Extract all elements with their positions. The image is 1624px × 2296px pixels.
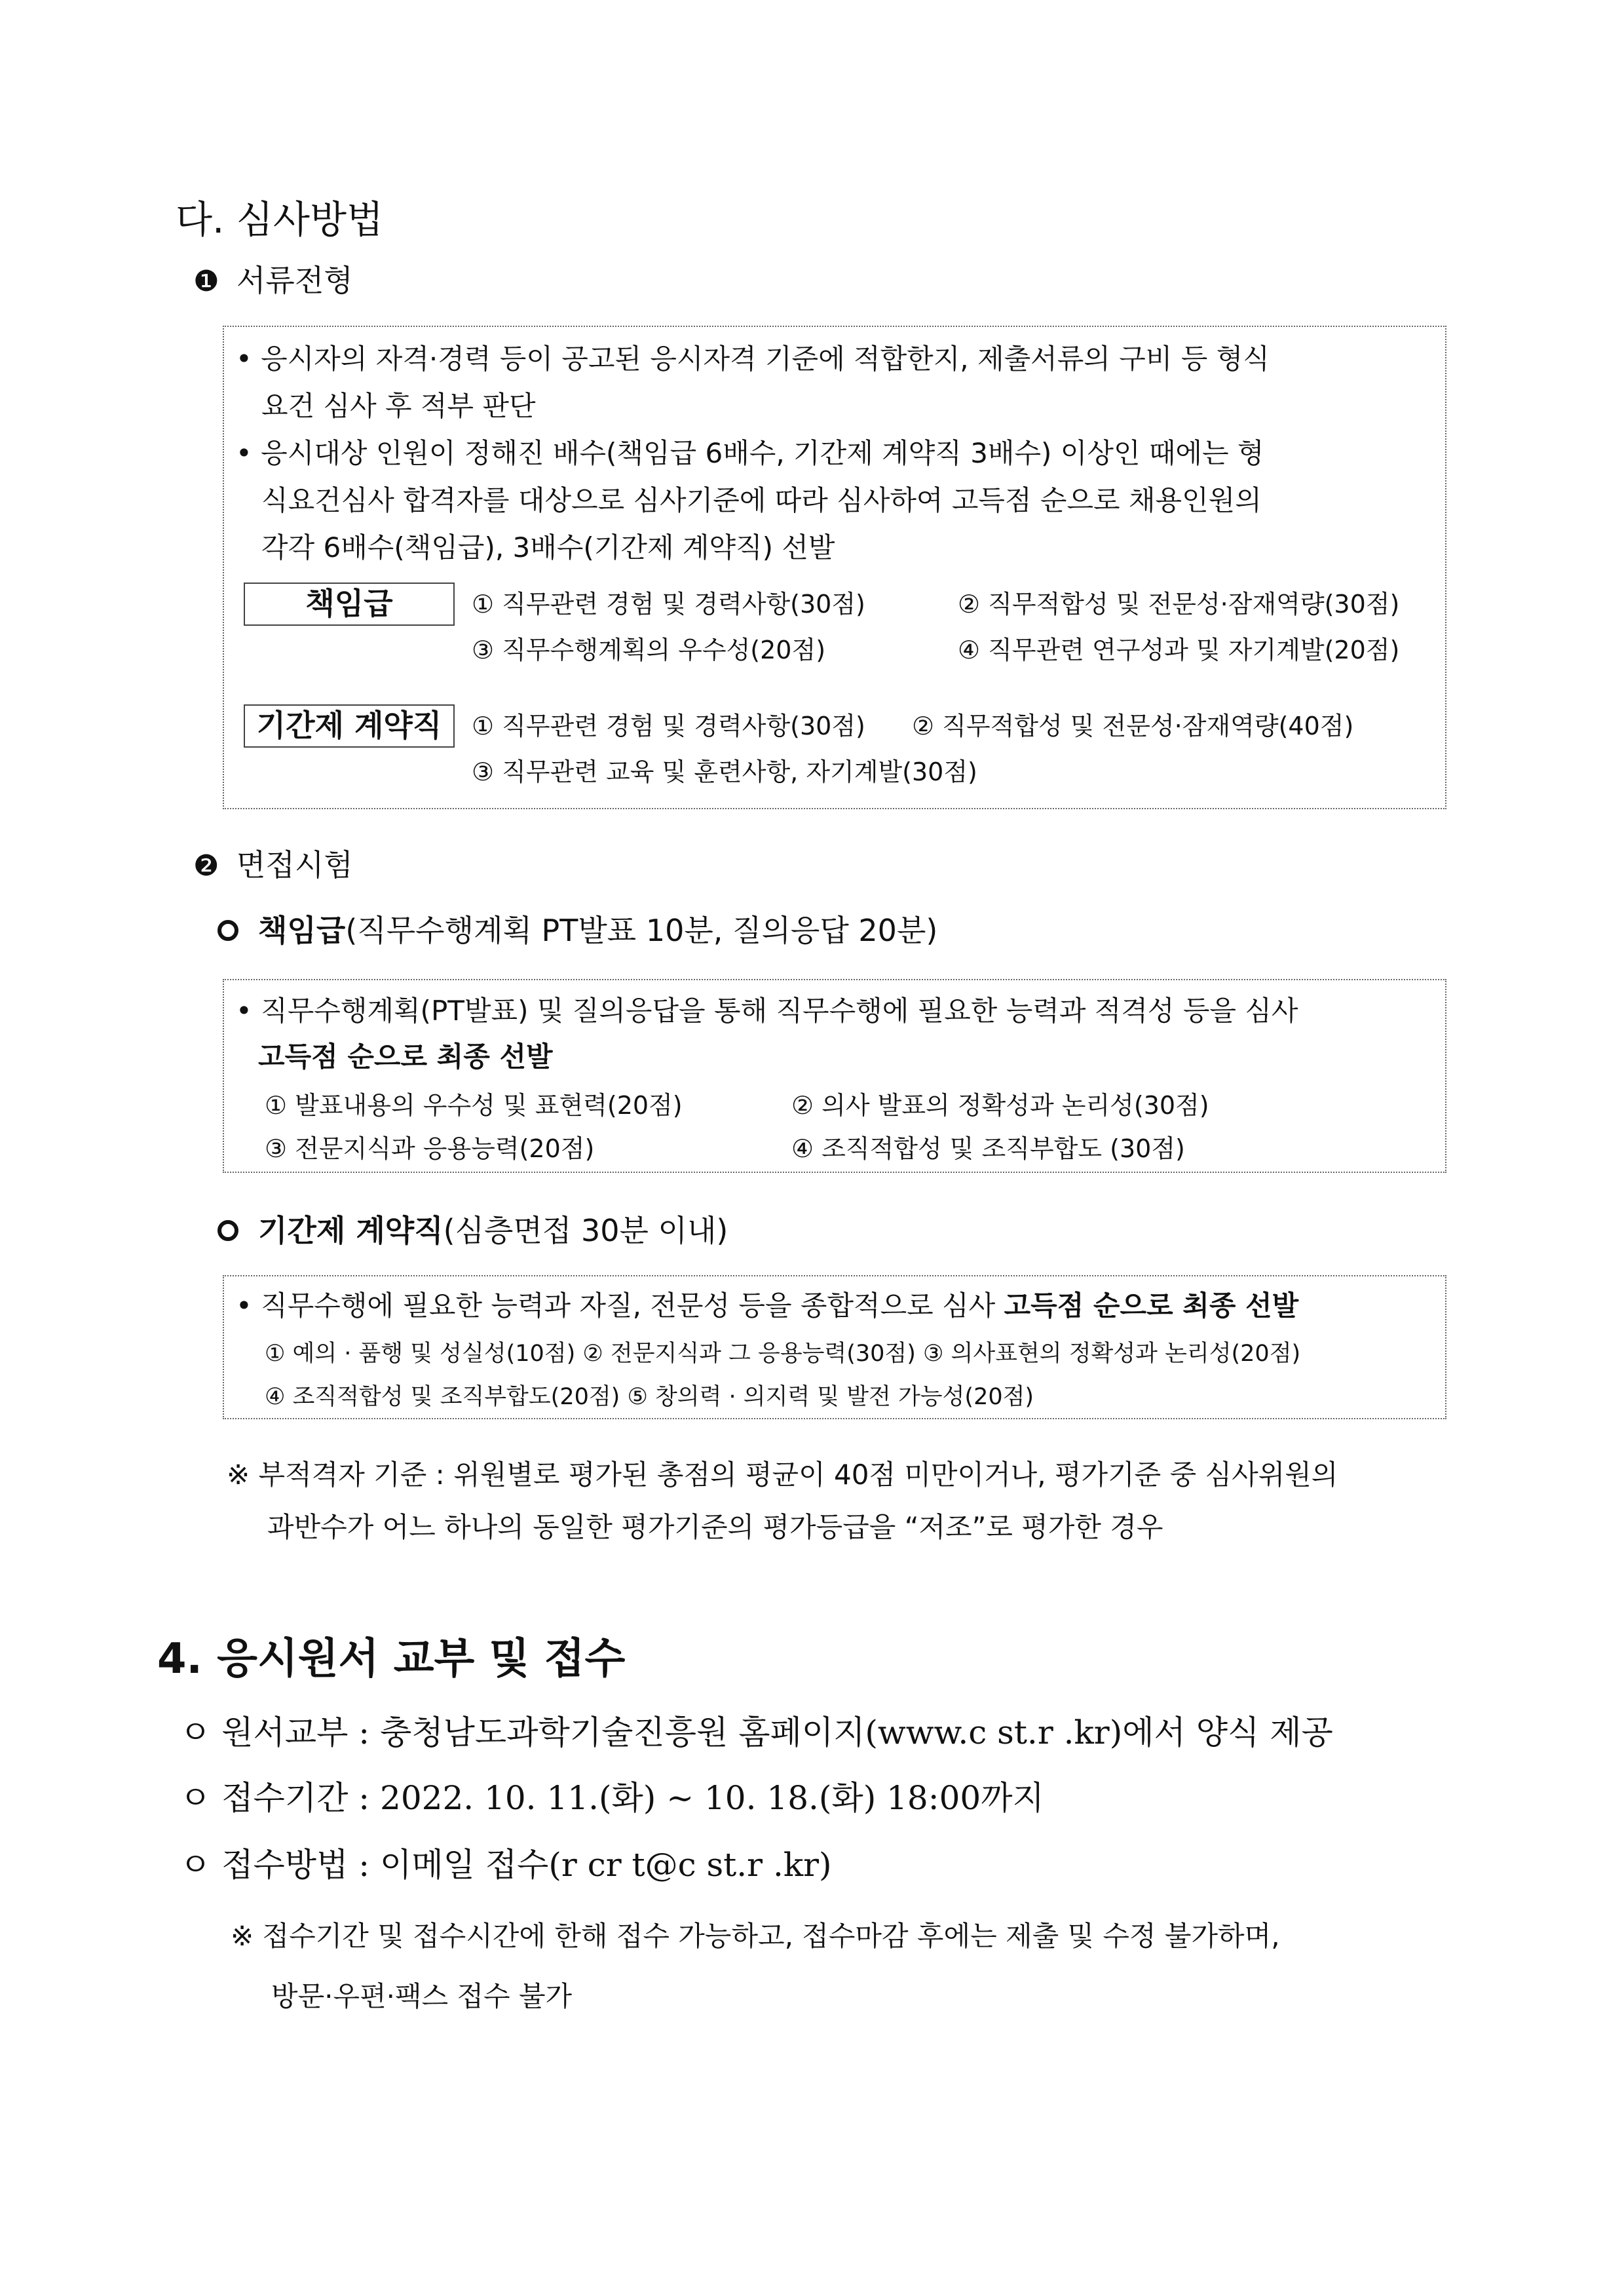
criterion: ① 직무관련 경험 및 경력사항(30점)	[472, 590, 865, 619]
step1-number: ❶	[193, 265, 219, 298]
application-method: ㅇ 접수방법 : 이메일 접수(r cr t@c st.r .kr)	[179, 1846, 832, 1884]
bullet-bold-text: 고득점 순으로 최종 선발	[1004, 1290, 1299, 1322]
criterion: ② 직무적합성 및 전문성·잠재역량(40점)	[912, 712, 1354, 740]
bullet-line: 식요건심사 합격자를 대상으로 심사기준에 따라 심사하여 고득점 순으로 채용인원의	[261, 484, 1262, 516]
interview-sub1-bold: 책임급	[258, 913, 346, 948]
criterion-row: ① 예의 · 품행 및 성실성(10점) ② 전문지식과 그 응용능력(30점) ③ 의사표현의 정확성과 논리성(20점)	[265, 1341, 1301, 1367]
submission-note-cont: 방문·우편·팩스 접수 불가	[271, 1980, 573, 2012]
interview-responsible-box	[223, 979, 1446, 1173]
criterion: ② 의사 발표의 정확성과 논리성(30점)	[791, 1091, 1209, 1120]
bullet-line: • 응시대상 인원이 정해진 배수(책임급 6배수, 기간제 계약직 3배수) 이상인 때에는 형	[236, 437, 1264, 469]
step1-title: 서류전형	[236, 263, 353, 298]
interview-sub1-heading	[258, 907, 937, 950]
criterion: ① 발표내용의 우수성 및 표현력(20점)	[265, 1091, 683, 1120]
submission-note: ※ 접수기간 및 접수시간에 한해 접수 가능하고, 접수마감 후에는 제출 및 수정 불가하며,	[231, 1920, 1280, 1952]
criterion: ③ 직무수행계획의 우수성(20점)	[472, 636, 826, 664]
application-distribution: ㅇ 원서교부 : 충청남도과학기술진흥원 홈페이지(www.c st.r .kr)에서 양식 제공	[179, 1713, 1333, 1751]
bullet-line: 요건 심사 후 적부 판단	[261, 390, 536, 422]
ring-bullet-icon	[217, 1220, 238, 1241]
step2-heading	[193, 841, 353, 885]
bullet-line: • 응시자의 자격·경력 등이 공고된 응시자격 기준에 적합한지, 제출서류의 구비 등 형식	[236, 343, 1270, 375]
bullet-line-bold: 고득점 순으로 최종 선발	[258, 1041, 553, 1073]
interview-sub2-heading	[258, 1207, 728, 1250]
criterion: ① 직무관련 경험 및 경력사항(30점)	[472, 712, 865, 740]
ring-bullet-icon	[217, 920, 238, 941]
section4-title: 4. 응시원서 교부 및 접수	[157, 1635, 626, 1683]
criterion: ④ 조직적합성 및 조직부합도 (30점)	[791, 1134, 1185, 1163]
step2-title: 면접시험	[236, 847, 353, 883]
disqualification-note-cont: 과반수가 어느 하나의 동일한 평가기준의 평가등급을 “저조”로 평가한 경우	[267, 1511, 1163, 1543]
bullet-text: • 직무수행에 필요한 능력과 자질, 전문성 등을 종합적으로 심사	[236, 1290, 1004, 1322]
section-title: 다. 심사방법	[176, 197, 384, 242]
interview-sub1-rest: (직무수행계획 PT발표 10분, 질의응답 20분)	[345, 913, 938, 948]
rank-label-contract: 기간제 계약직	[244, 704, 455, 748]
step1-heading	[193, 257, 353, 300]
rank-label-responsible: 책임급	[244, 583, 455, 626]
document-screening-box	[223, 326, 1446, 809]
interview-sub2-bold: 기간제 계약직	[258, 1213, 444, 1248]
bullet-line	[236, 1284, 1298, 1324]
criterion: ③ 직무관련 교육 및 훈련사항, 자기계발(30점)	[472, 757, 977, 786]
criterion-row: ④ 조직적합성 및 조직부합도(20점) ⑤ 창의력 · 의지력 및 발전 가능성(20점)	[265, 1384, 1034, 1410]
step2-number: ❷	[193, 849, 219, 883]
disqualification-note: ※ 부적격자 기준 : 위원별로 평가된 총점의 평균이 40점 미만이거나, 평가기준 중 심사위원의	[227, 1459, 1338, 1491]
bullet-line: 각각 6배수(책임급), 3배수(기간제 계약직) 선발	[261, 531, 835, 564]
criterion: ③ 전문지식과 응용능력(20점)	[265, 1134, 595, 1163]
application-period: ㅇ 접수기간 : 2022. 10. 11.(화) ~ 10. 18.(화) 18:00까지	[179, 1779, 1044, 1817]
bullet-line: • 직무수행계획(PT발표) 및 질의응답을 통해 직무수행에 필요한 능력과 적격성 등을 심사	[236, 995, 1298, 1027]
criterion: ② 직무적합성 및 전문성·잠재역량(30점)	[958, 590, 1400, 619]
interview-sub2-rest: (심층면접 30분 이내)	[443, 1213, 728, 1248]
criterion: ④ 직무관련 연구성과 및 자기계발(20점)	[958, 636, 1400, 664]
interview-contract-box	[223, 1275, 1446, 1419]
